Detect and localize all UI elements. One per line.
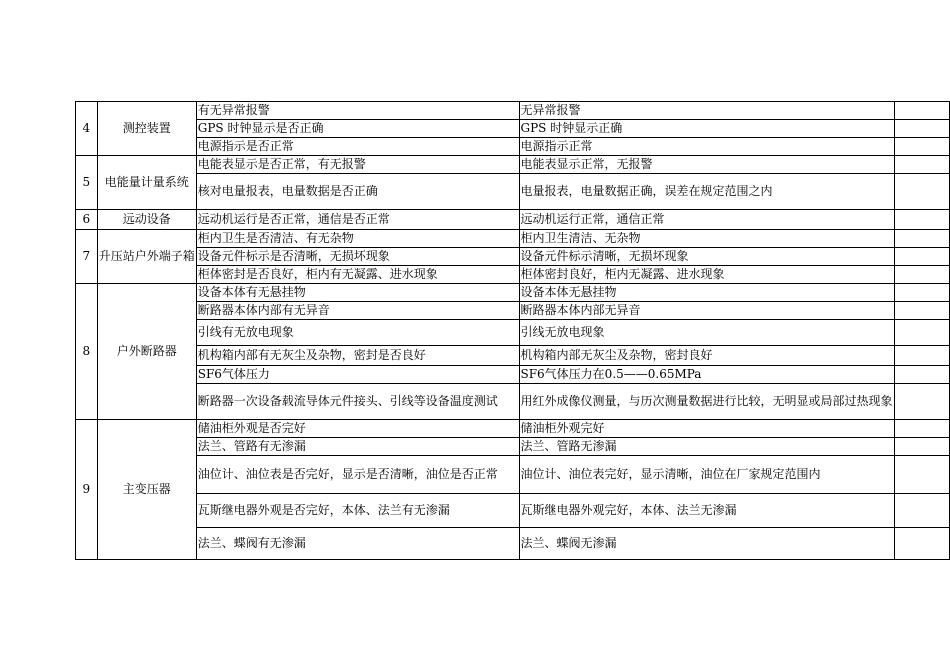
check-standard: 法兰、管路无渗漏 (519, 438, 894, 456)
table-row (76, 284, 950, 302)
remark-cell (894, 494, 949, 528)
remark-cell (894, 174, 949, 210)
device-name: 户外断路器 (97, 284, 196, 420)
check-item: 法兰、管路有无渗漏 (196, 438, 519, 456)
check-standard: 远动机运行正常，通信正常 (519, 210, 894, 230)
check-standard: 柜内卫生清洁、无杂物 (519, 230, 894, 248)
check-item: 有无异常报警 (196, 102, 519, 120)
item-number: 6 (76, 210, 98, 230)
table-row (76, 494, 950, 528)
table-row (76, 420, 950, 438)
check-standard: 设备元件标示清晰，无损坏现象 (519, 248, 894, 266)
check-item: 储油柜外观是否完好 (196, 420, 519, 438)
check-standard: SF6气体压力在0.5——0.65MPa (519, 366, 894, 384)
remark-cell (894, 366, 949, 384)
table-row (76, 230, 950, 248)
remark-cell (894, 528, 949, 560)
table-row (76, 320, 950, 346)
remark-cell (894, 346, 949, 366)
item-number: 5 (76, 156, 98, 210)
check-standard: 断路器本体内部无异音 (519, 302, 894, 320)
remark-cell (894, 420, 949, 438)
check-standard: 油位计、油位表完好，显示清晰，油位在厂家规定范围内 (519, 456, 894, 494)
remark-cell (894, 230, 949, 248)
remark-cell (894, 456, 949, 494)
remark-cell (894, 302, 949, 320)
check-standard: GPS 时钟显示正确 (519, 120, 894, 138)
item-number: 7 (76, 230, 98, 284)
table-row (76, 438, 950, 456)
table-row (76, 456, 950, 494)
check-item: 断路器一次设备载流导体元件接头、引线等设备温度测试 (196, 384, 519, 420)
check-item: 设备元件标示是否清晰，无损坏现象 (196, 248, 519, 266)
remark-cell (894, 438, 949, 456)
check-standard: 用红外成像仪测量，与历次测量数据进行比较，无明显或局部过热现象 (519, 384, 894, 420)
check-standard: 无异常报警 (519, 102, 894, 120)
table-row (76, 366, 950, 384)
remark-cell (894, 156, 949, 174)
check-item: SF6气体压力 (196, 366, 519, 384)
remark-cell (894, 384, 949, 420)
device-name: 测控装置 (97, 102, 196, 156)
remark-cell (894, 120, 949, 138)
check-item: 机构箱内部有无灰尘及杂物，密封是否良好 (196, 346, 519, 366)
remark-cell (894, 266, 949, 284)
table-row (76, 174, 950, 210)
check-item: 核对电量报表，电量数据是否正确 (196, 174, 519, 210)
check-item: 引线有无放电现象 (196, 320, 519, 346)
check-standard: 引线无放电现象 (519, 320, 894, 346)
check-item: GPS 时钟显示是否正确 (196, 120, 519, 138)
table-row (76, 266, 950, 284)
check-standard: 法兰、蝶阀无渗漏 (519, 528, 894, 560)
check-standard: 储油柜外观完好 (519, 420, 894, 438)
device-name: 电能量计量系统 (97, 156, 196, 210)
device-name: 主变压器 (97, 420, 196, 560)
item-number: 9 (76, 420, 98, 560)
check-item: 设备本体有无悬挂物 (196, 284, 519, 302)
table-row (76, 528, 950, 560)
check-item: 电能表显示是否正常，有无报警 (196, 156, 519, 174)
check-standard: 柜体密封良好，柜内无凝露、进水现象 (519, 266, 894, 284)
check-item: 柜内卫生是否清洁、有无杂物 (196, 230, 519, 248)
table-row (76, 248, 950, 266)
table-row (76, 156, 950, 174)
table-row (76, 102, 950, 120)
check-standard: 机构箱内部无灰尘及杂物，密封良好 (519, 346, 894, 366)
remark-cell (894, 284, 949, 302)
item-number: 8 (76, 284, 98, 420)
inspection-table (75, 101, 950, 560)
remark-cell (894, 248, 949, 266)
check-standard: 电量报表，电量数据正确，误差在规定范围之内 (519, 174, 894, 210)
remark-cell (894, 102, 949, 120)
check-item: 油位计、油位表是否完好，显示是否清晰，油位是否正常 (196, 456, 519, 494)
table-row (76, 302, 950, 320)
check-item: 电源指示是否正常 (196, 138, 519, 156)
remark-cell (894, 210, 949, 230)
check-item: 远动机运行是否正常，通信是否正常 (196, 210, 519, 230)
check-item: 法兰、蝶阀有无渗漏 (196, 528, 519, 560)
check-standard: 电源指示正常 (519, 138, 894, 156)
check-item: 柜体密封是否良好，柜内有无凝露、进水现象 (196, 266, 519, 284)
table-row (76, 138, 950, 156)
device-name: 升压站户外端子箱 (97, 230, 196, 284)
table-row (76, 120, 950, 138)
item-number: 4 (76, 102, 98, 156)
check-standard: 电能表显示正常，无报警 (519, 156, 894, 174)
table-row (76, 346, 950, 366)
check-standard: 瓦斯继电器外观完好，本体、法兰无渗漏 (519, 494, 894, 528)
table-row (76, 210, 950, 230)
check-item: 断路器本体内部有无异音 (196, 302, 519, 320)
check-item: 瓦斯继电器外观是否完好，本体、法兰有无渗漏 (196, 494, 519, 528)
device-name: 远动设备 (97, 210, 196, 230)
remark-cell (894, 138, 949, 156)
table-row (76, 384, 950, 420)
remark-cell (894, 320, 949, 346)
check-standard: 设备本体无悬挂物 (519, 284, 894, 302)
